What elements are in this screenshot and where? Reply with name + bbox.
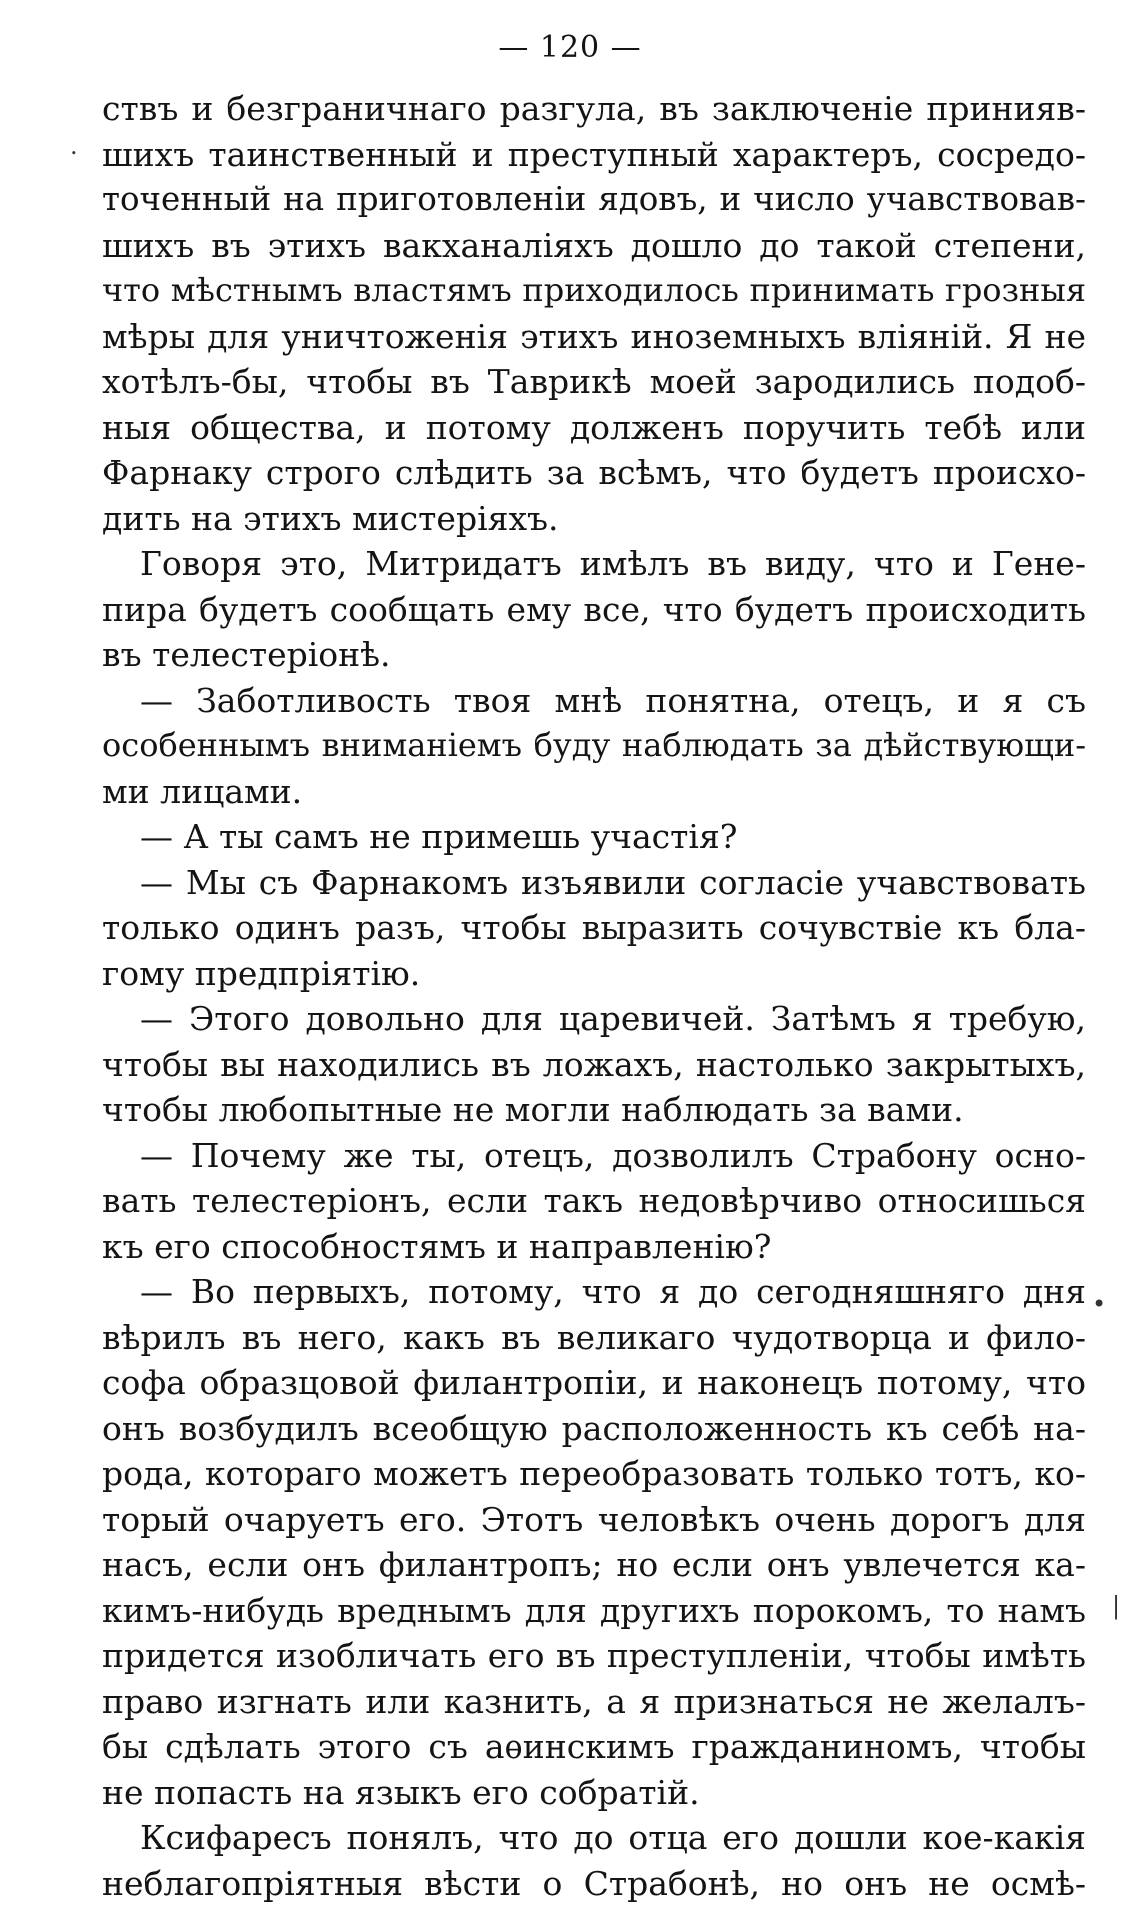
margin-tick-mark: |: [1112, 1592, 1120, 1620]
text-line: шихъ таинственный и преступный характеръ, сосредо-: [102, 132, 1086, 178]
text-line: въ телестеріонѣ.: [102, 632, 1086, 678]
text-line: рода, котораго можетъ переобразовать только тотъ, ко-: [102, 1451, 1086, 1497]
text-line: мѣры для уничтоженія этихъ иноземныхъ вліяній. Я не: [102, 314, 1086, 360]
margin-dot-mark: •: [1092, 1290, 1106, 1318]
text-line: ныя общества, и потому долженъ поручить тебѣ или: [102, 405, 1086, 451]
text-line: хотѣлъ-бы, чтобы въ Таврикѣ моей зародились подоб-: [102, 359, 1086, 405]
text-line: насъ, если онъ филантропъ; но если онъ увлечется ка-: [102, 1542, 1086, 1588]
text-line: вѣрилъ въ него, какъ въ великаго чудотворца и фило-: [102, 1315, 1086, 1361]
body-text: [102, 86, 1086, 1906]
text-line: ми лицами.: [102, 769, 1086, 815]
text-line: гому предпріятію.: [102, 951, 1086, 997]
text-line: право изгнать или казнить, а я признаться не желалъ-: [102, 1679, 1086, 1725]
text-line: дить на этихъ мистеріяхъ.: [102, 496, 1086, 542]
text-line: чтобы вы находились въ ложахъ, настолько закрытыхъ,: [102, 1042, 1086, 1088]
text-line: къ его способностямъ и направленію?: [102, 1224, 1086, 1270]
text-line: вать телестеріонъ, если такъ недовѣрчиво относишься: [102, 1178, 1086, 1224]
text-line: онъ возбудилъ всеобщую расположенность къ себѣ на-: [102, 1406, 1086, 1452]
text-line: Ксифаресъ понялъ, что до отца его дошли кое-какія: [102, 1815, 1086, 1861]
text-line: — Этого довольно для царевичей. Затѣмъ я требую,: [102, 996, 1086, 1042]
text-line: бы сдѣлать этого съ аѳинскимъ гражданиномъ, чтобы: [102, 1724, 1086, 1770]
text-line: придется изобличать его въ преступленіи, чтобы имѣть: [102, 1633, 1086, 1679]
text-line: торый очаруетъ его. Этотъ человѣкъ очень дорогъ для: [102, 1497, 1086, 1543]
text-line: точенный на приготовленіи ядовъ, и число учавствовав-: [102, 177, 1086, 223]
page-number-header: — 120 —: [0, 28, 1140, 68]
text-line: — А ты самъ не примешь участія?: [102, 814, 1086, 860]
text-line: только одинъ разъ, чтобы выразить сочувствіе къ бла-: [102, 905, 1086, 951]
text-line: неблагопріятныя вѣсти о Страбонѣ, но онъ не осмѣ-: [102, 1861, 1086, 1906]
text-line: пира будетъ сообщать ему все, что будетъ происходить: [102, 587, 1086, 633]
text-line: — Мы съ Фарнакомъ изъявили согласіе учавствовать: [102, 860, 1086, 906]
text-line: шихъ въ этихъ вакханаліяхъ дошло до такой степени,: [102, 223, 1086, 269]
text-line: ствъ и безграничнаго разгула, въ заключеніе принияв-: [102, 86, 1086, 132]
text-line: что мѣстнымъ властямъ приходилось принимать грозныя: [102, 268, 1086, 314]
margin-dot-mark: .: [70, 132, 78, 160]
text-line: — Заботливость твоя мнѣ понятна, отецъ, и я съ: [102, 678, 1086, 724]
text-line: Говоря это, Митридатъ имѣлъ въ виду, что и Гене-: [102, 541, 1086, 587]
text-line: — Почему же ты, отецъ, дозволилъ Страбону осно-: [102, 1133, 1086, 1179]
text-line: особеннымъ вниманіемъ буду наблюдать за дѣйствующи-: [102, 723, 1086, 769]
text-line: не попасть на языкъ его собратій.: [102, 1770, 1086, 1816]
text-line: кимъ-нибудь вреднымъ для другихъ порокомъ, то намъ: [102, 1588, 1086, 1634]
text-line: софа образцовой филантропіи, и наконецъ потому, что: [102, 1360, 1086, 1406]
text-line: — Во первыхъ, потому, что я до сегодняшняго дня: [102, 1269, 1086, 1315]
text-line: Фарнаку строго слѣдить за всѣмъ, что будетъ происхо-: [102, 450, 1086, 496]
text-line: чтобы любопытные не могли наблюдать за вами.: [102, 1087, 1086, 1133]
